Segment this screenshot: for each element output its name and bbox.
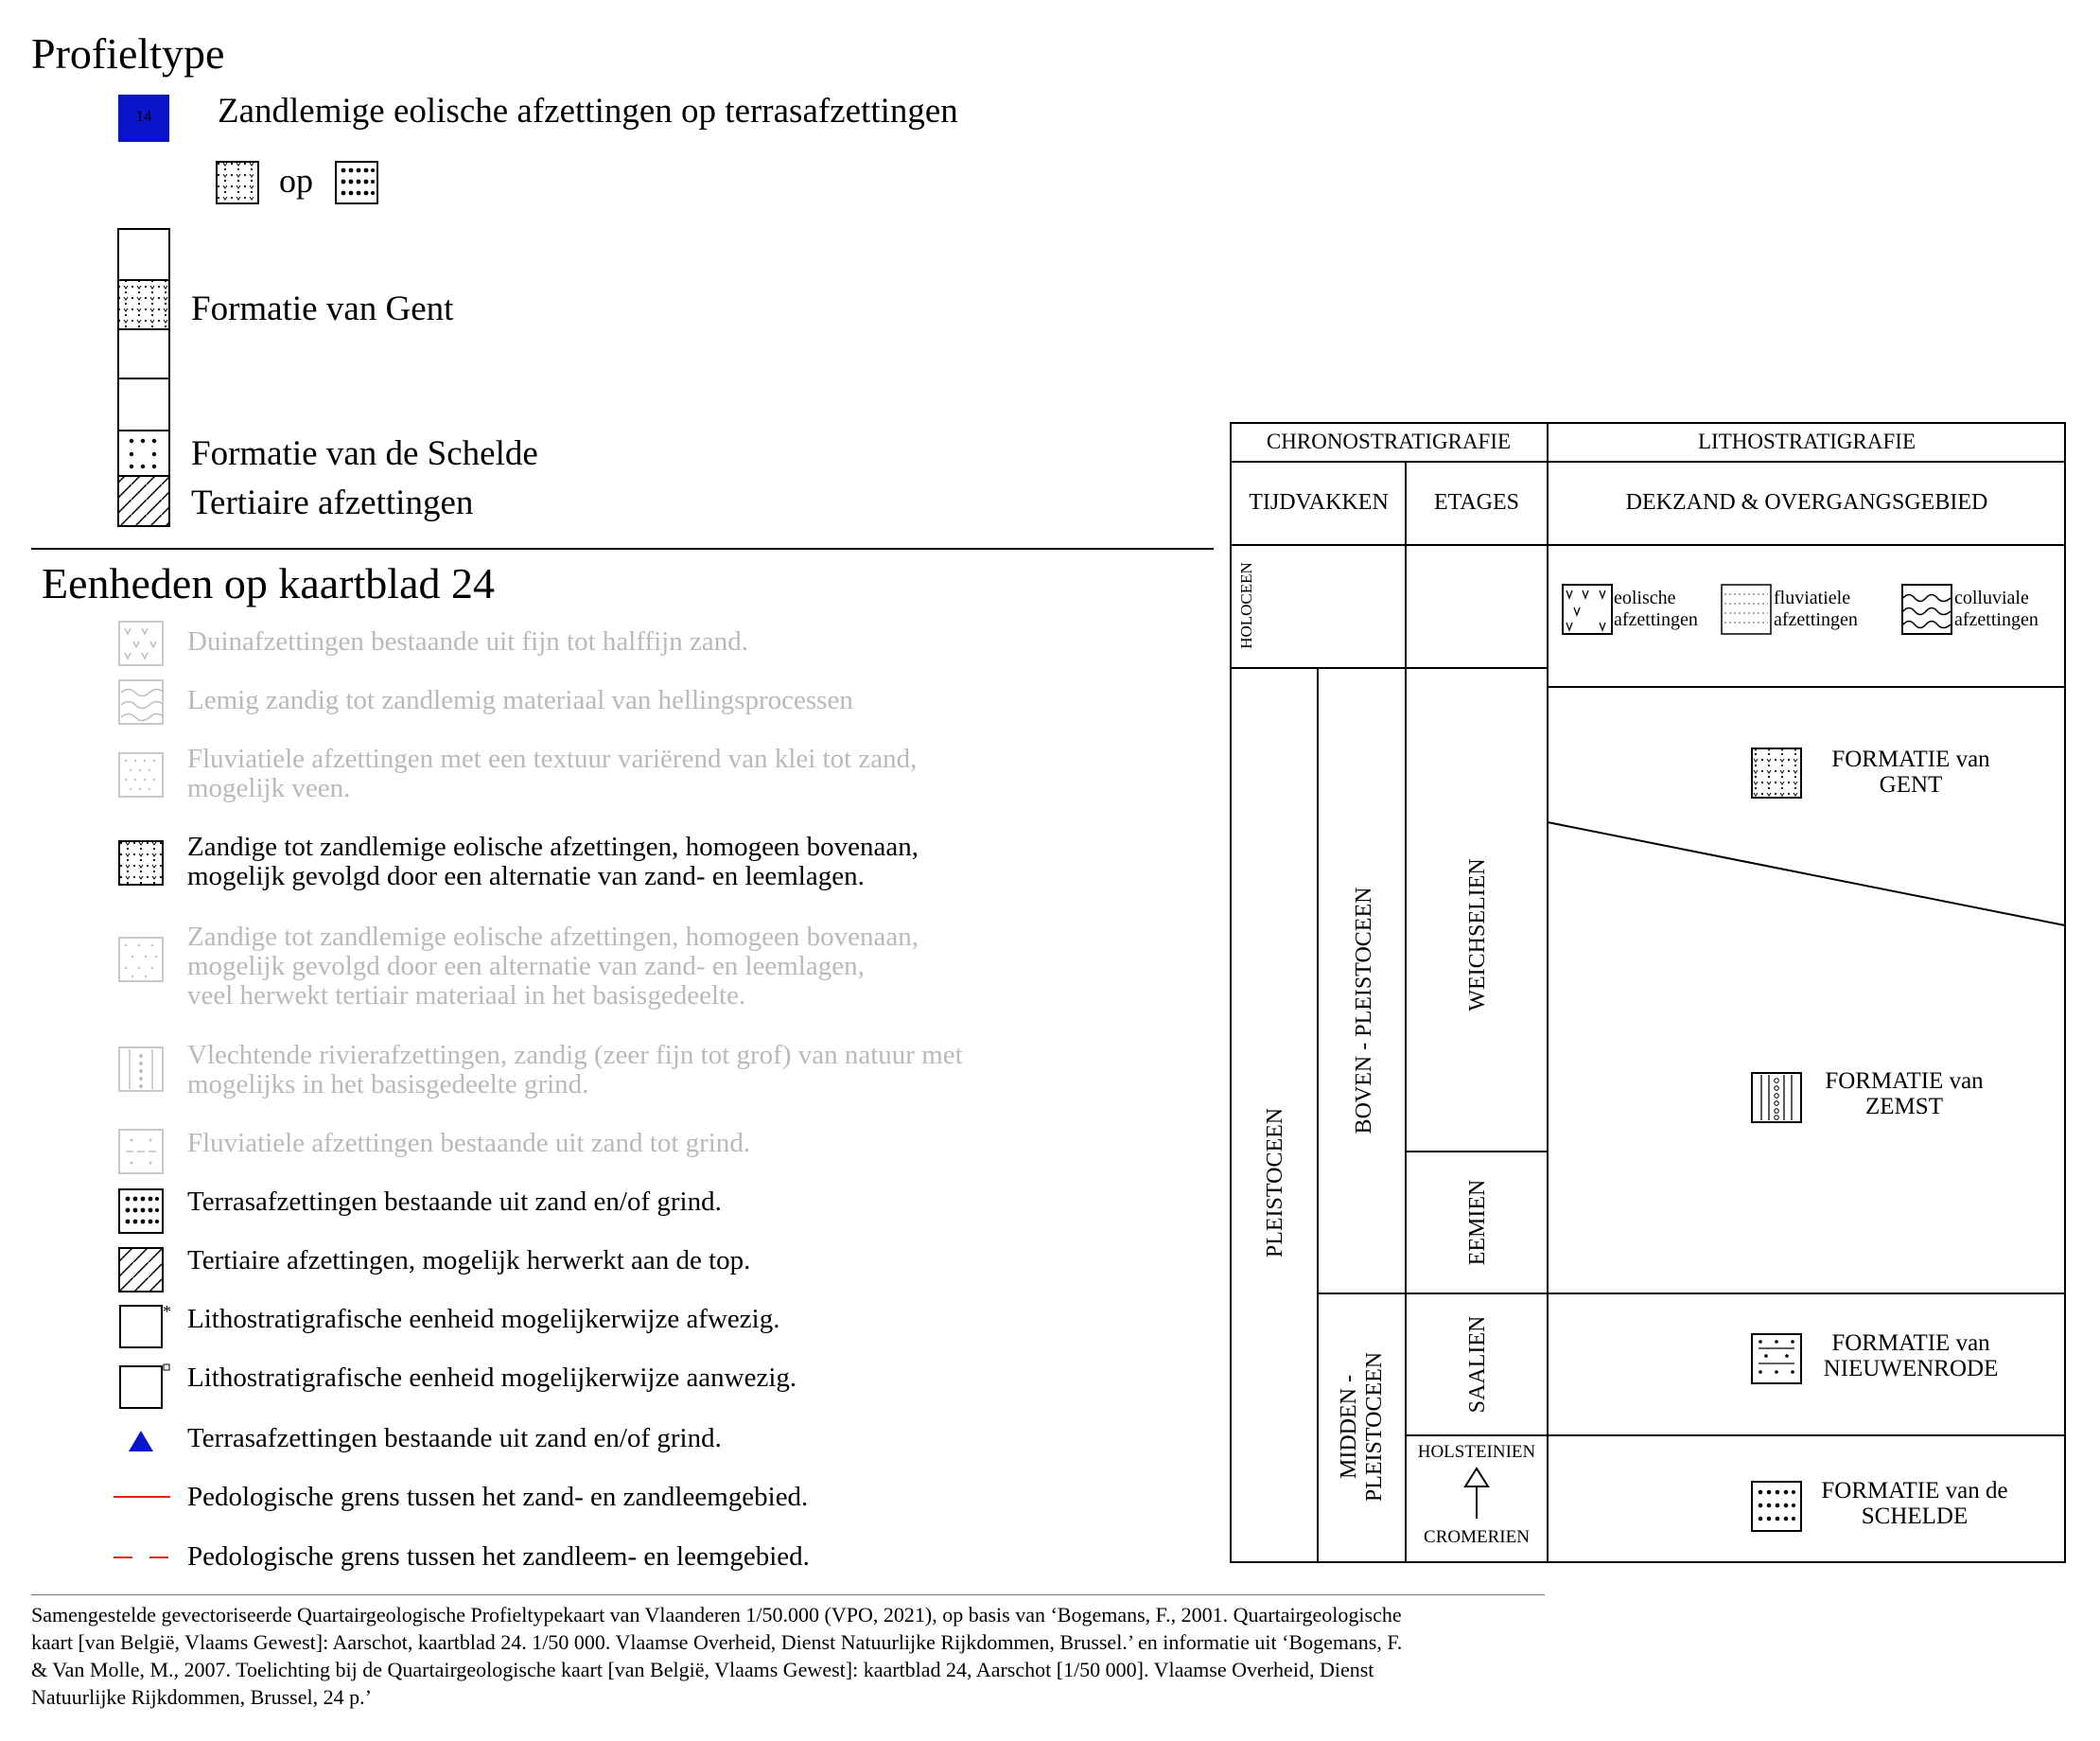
legend-item-line: Lithostratigrafische eenheid mogelijkerwijze aanwezig. (187, 1363, 797, 1393)
legend-item-line: Fluviatiele afzettingen bestaande uit zand tot grind. (187, 1128, 751, 1158)
midden-pleistoceen-label-2: PLEISTOCEEN (1362, 1351, 1387, 1503)
profile-label-schelde: Formatie van de Schelde (191, 434, 538, 473)
formation-schelde-line1: FORMATIE van de (1821, 1478, 2008, 1504)
legend-item-line: Duinafzettingen bestaande uit fijn tot halffijn zand. (187, 626, 748, 657)
dotted-pattern-icon (118, 752, 164, 798)
legend-item-line: veel herwekt tertiair materiaal in het basisgedeelte. (187, 980, 746, 1011)
formation-gent-line2: GENT (1879, 772, 1943, 798)
eolian-pattern-icon (118, 937, 164, 982)
legend-item-text (187, 833, 919, 891)
legend-item-line: mogelijk gevolgd door een alternatie van zand- en leemlagen, (187, 951, 865, 981)
formation-nieuwenrode-line1: FORMATIE van (1831, 1330, 1990, 1356)
legend-item-line: Fluviatiele afzettingen met een textuur variërend van klei tot zand, (187, 744, 918, 774)
legend-item-line: Terrasafzettingen bestaande uit zand en/of grind. (187, 1423, 722, 1453)
profile-label-gent: Formatie van Gent (191, 290, 454, 328)
footer-line: kaart [van België, Vlaams Gewest]: Aarschot, kaartblad 24. 1/50 000. Vlaamse Overheid, Dienst Natuurlijke Rijkdommen, Brussel.’ en informatie uit ‘Bogemans, F. (31, 1630, 1403, 1654)
gravel-pattern-icon (118, 1188, 164, 1234)
dekzand-header: DEKZAND & OVERGANGSGEBIED (1625, 490, 1988, 515)
midden-pleistoceen-label-1: MIDDEN - (1337, 1375, 1361, 1479)
legend-item-text (187, 1129, 750, 1158)
zemst-pattern-icon (1752, 1073, 1801, 1122)
saalien-label: SAALIEN (1465, 1315, 1490, 1414)
legend-item-text (187, 745, 917, 803)
braided-pattern-icon (118, 1046, 164, 1092)
weichselien-label: WEICHSELIEN (1465, 858, 1490, 1011)
legend-item-text (187, 1542, 810, 1572)
holocene-unit-2-line2: afzettingen (1774, 609, 1858, 630)
legend-item-line: Terrasafzettingen bestaande uit zand en/of grind. (187, 1187, 722, 1217)
svg-text:*: * (163, 1302, 171, 1321)
footer-citation (31, 1601, 1402, 1711)
up-arrow-icon (1465, 1468, 1488, 1519)
section-divider (31, 548, 1214, 550)
formation-nieuwenrode-line2: NIEUWENRODE (1823, 1356, 1999, 1381)
profile-description: Zandlemige eolische afzettingen op terrasafzettingen (218, 92, 958, 131)
holocene-unit-3-line1: colluviale (1954, 588, 2029, 608)
formation-schelde-line2: SCHELDE (1861, 1504, 1969, 1529)
legend-item-text (187, 1305, 779, 1334)
holsteinien-label: HOLSTEINIEN (1417, 1442, 1536, 1462)
legend-item-text (187, 686, 853, 715)
eolian-pattern-icon (216, 161, 259, 204)
eenheden-title: Eenheden op kaartblad 24 (42, 559, 495, 607)
dune-pattern-icon (118, 621, 164, 666)
wave-pattern-icon (118, 679, 164, 725)
present-marker-icon (118, 1363, 173, 1412)
holocene-unit-3-line2: afzettingen (1954, 609, 2039, 630)
nieuwenrode-pattern-icon (1752, 1334, 1801, 1383)
legend-item-line: mogelijk gevolgd door een alternatie van zand- en leemlagen. (187, 861, 865, 891)
legend-item-text (187, 1363, 796, 1393)
footer-line: Natuurlijke Rijkdommen, Brussel, 24 p.’ (31, 1685, 372, 1709)
red-dashed-line-icon (114, 1554, 172, 1561)
profieltype-title: Profieltype (31, 29, 225, 78)
absent-marker-icon (118, 1302, 173, 1351)
legend-item-line: mogelijk veen. (187, 773, 351, 803)
legend-item-line: Tertiaire afzettingen, mogelijk herwerkt aan de top. (187, 1245, 751, 1275)
holocene-unit-1-line1: eolische (1614, 588, 1676, 608)
holocene-unit-2-line1: fluviatiele (1774, 588, 1851, 608)
gravel-pattern-icon (335, 161, 378, 204)
eolian-v-icon (1563, 585, 1612, 634)
footer-line: Samengestelde gevectoriseerde Quartairgeologische Profieltypekaart van Vlaanderen 1/50.000 (VPO, 2021), op basis van ‘Bogemans, F., 2001. Quartairgeologische (31, 1603, 1402, 1627)
eemien-label: EEMIEN (1465, 1179, 1490, 1266)
legend-item-line: Pedologische grens tussen het zand- en zandleemgebied. (187, 1482, 809, 1512)
litho-header: LITHOSTRATIGRAFIE (1698, 430, 1916, 453)
blue-triangle-icon (127, 1429, 155, 1453)
legend-item-text (187, 1041, 963, 1099)
eolian-pattern-icon (118, 840, 164, 886)
profile-column (116, 227, 173, 530)
cromerien-label: CROMERIEN (1424, 1527, 1530, 1547)
profile-code-swatch (118, 95, 169, 142)
legend-item-text (187, 1424, 722, 1453)
legend-item-line: Pedologische grens tussen het zandleem- en leemgebied. (187, 1541, 810, 1572)
op-label: op (279, 162, 313, 200)
formation-gent-line1: FORMATIE van (1831, 747, 1990, 772)
legend-item-line: Zandige tot zandlemige eolische afzettingen, homogeen bovenaan, (187, 922, 919, 952)
profile-label-tertiair: Tertiaire afzettingen (191, 484, 474, 522)
chrono-header: CHRONOSTRATIGRAFIE (1266, 430, 1512, 453)
legend-item-text (187, 1483, 808, 1512)
tijdvakken-header: TIJDVAKKEN (1249, 490, 1389, 515)
footer-divider (31, 1594, 1545, 1595)
profile-code: 14 (135, 107, 152, 125)
footer-line: & Van Molle, M., 2007. Toelichting bij de Quartairgeologische kaart [van België, Vlaams Gewest]: kaartblad 24, Aarschot [1/50 000]. Vlaamse Overheid, Dienst (31, 1658, 1374, 1681)
schelde-pattern-icon (1752, 1482, 1801, 1531)
legend-item-line: Lithostratigrafische eenheid mogelijkerwijze afwezig. (187, 1304, 780, 1334)
hatch-pattern-icon (118, 1247, 164, 1293)
legend-item-text (187, 923, 919, 1011)
legend-item-text (187, 627, 748, 657)
legend-item-line: mogelijks in het basisgedeelte grind. (187, 1069, 589, 1099)
boven-pleistoceen-label: BOVEN - PLEISTOCEEN (1352, 887, 1376, 1134)
legend-item-line: Zandige tot zandlemige eolische afzettingen, homogeen bovenaan, (187, 832, 919, 862)
fluvial-dotted-icon (1722, 585, 1771, 634)
holoceen-label: HOLOCEEN (1237, 562, 1255, 649)
pleistoceen-label: PLEISTOCEEN (1263, 1107, 1287, 1258)
gent-pattern-icon (1752, 748, 1801, 798)
legend-item-line: Lemig zandig tot zandlemig materiaal van hellingsprocessen (187, 685, 853, 715)
red-solid-line-icon (114, 1493, 172, 1501)
colluvial-wave-icon (1902, 585, 1951, 634)
legend-item-text (187, 1187, 722, 1217)
dash-pattern-icon (118, 1129, 164, 1174)
holocene-unit-1-line2: afzettingen (1614, 609, 1698, 630)
formation-zemst-line2: ZEMST (1865, 1094, 1943, 1119)
strat-table (1230, 416, 2081, 1571)
etages-header: ETAGES (1433, 490, 1520, 515)
formation-zemst-line1: FORMATIE van (1825, 1068, 1984, 1094)
legend-item-text (187, 1246, 750, 1275)
legend-item-line: Vlechtende rivierafzettingen, zandig (zeer fijn tot grof) van natuur met (187, 1040, 963, 1070)
